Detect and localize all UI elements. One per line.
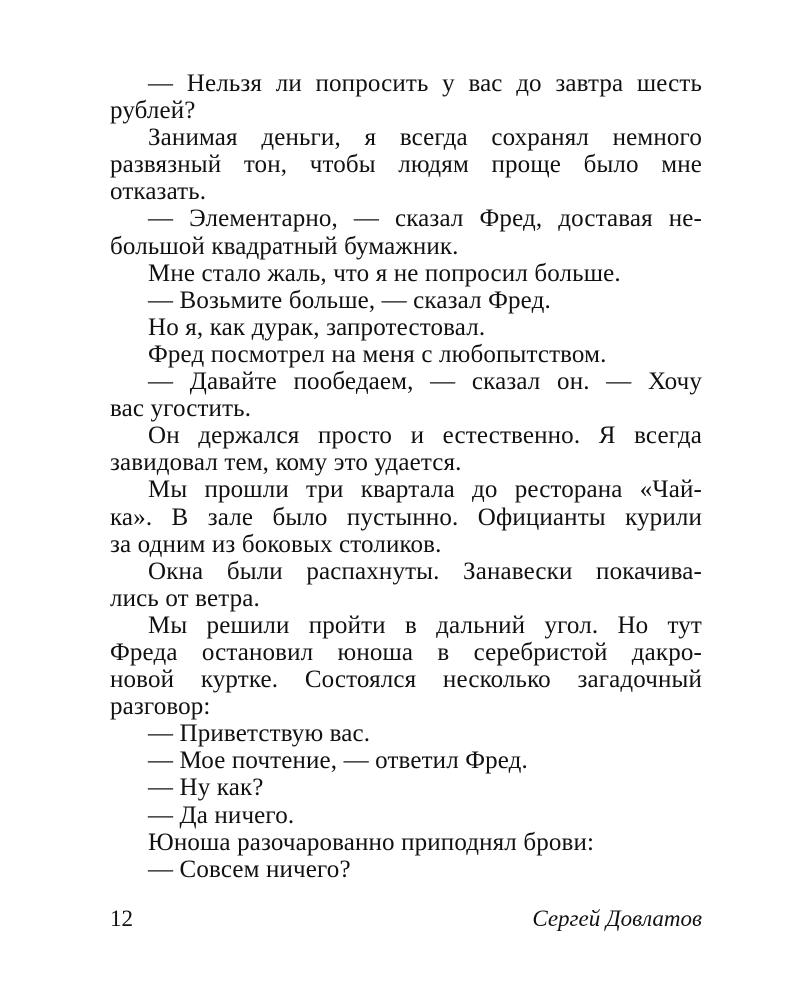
text-line: Фреда остановил юноша в серебристой дакро- bbox=[110, 638, 702, 666]
text-line: Но я, как дурак, запротестовал. bbox=[148, 313, 486, 341]
text-line: — Нельзя ли попросить у вас до завтра шесть bbox=[148, 70, 702, 97]
text-line: — Мое почтение, — ответил Фред. bbox=[148, 747, 528, 775]
text-line: отказать. bbox=[110, 178, 207, 206]
text-line: — Приветствую вас. bbox=[148, 720, 371, 748]
text-line: завидовал тем, кому это удается. bbox=[110, 449, 462, 477]
text-line: Фред посмотрел на меня с любопытством. bbox=[148, 340, 607, 368]
page-footer bbox=[110, 906, 702, 940]
text-line: Мне стало жаль, что я не попросил больше. bbox=[148, 259, 621, 287]
text-line: Мы прошли три квартала до ресторана «Чай- bbox=[148, 476, 702, 504]
text-line: лись от ветра. bbox=[110, 584, 260, 612]
text-line: Мы решили пройти в дальний угол. Но тут bbox=[148, 611, 702, 639]
text-line: Он держался просто и естественно. Я всегда bbox=[148, 422, 702, 450]
text-line: — Ну как? bbox=[148, 774, 264, 802]
text-line: — Совсем ничего? bbox=[148, 855, 351, 883]
text-line: — Элементарно, — сказал Фред, доставая не- bbox=[148, 205, 702, 233]
page-text bbox=[110, 70, 702, 883]
text-line: развязный тон, чтобы людям проще было мне bbox=[110, 151, 702, 179]
author-name: Сергей Довлатов bbox=[532, 906, 702, 931]
text-line: за одним из боковых столиков. bbox=[110, 530, 442, 558]
text-line: разговор: bbox=[110, 693, 211, 721]
text-line: новой куртке. Состоялся несколько загадочный bbox=[110, 666, 702, 694]
page-number: 12 bbox=[110, 906, 133, 931]
text-line: большой квадратный бумажник. bbox=[110, 232, 459, 260]
text-line: вас угостить. bbox=[110, 395, 252, 423]
text-line: Занимая деньги, я всегда сохранял немного bbox=[148, 124, 702, 152]
text-line: ка». В зале было пустынно. Официанты курили bbox=[110, 503, 702, 531]
text-line: — Давайте пообедаем, — сказал он. — Хочу bbox=[148, 368, 702, 396]
text-line: Юноша разочарованно приподнял брови: bbox=[148, 828, 595, 856]
text-line: — Да ничего. bbox=[148, 801, 295, 829]
text-line: Окна были распахнуты. Занавески покачива- bbox=[148, 557, 702, 585]
text-line: рублей? bbox=[110, 97, 196, 125]
text-line: — Возьмите больше, — сказал Фред. bbox=[148, 286, 551, 314]
